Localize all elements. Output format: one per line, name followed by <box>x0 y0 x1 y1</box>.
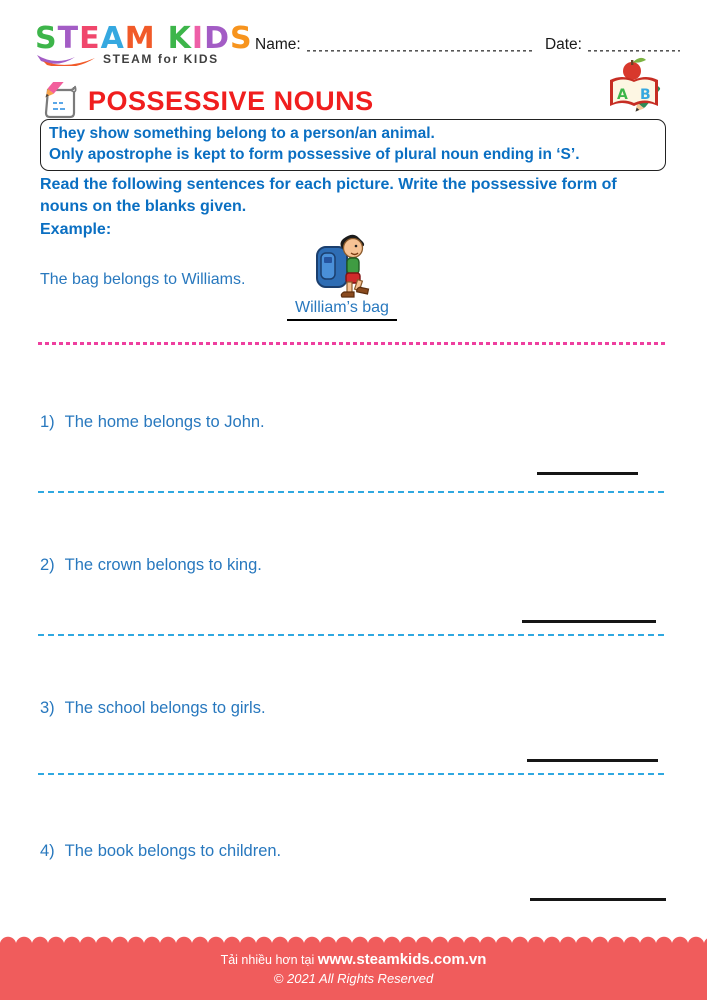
definition-line-2: Only apostrophe is kept to form possessive of plural noun ending in ‘S’. <box>49 146 580 163</box>
item-1-number: 1) <box>40 413 55 431</box>
logo-letter: E <box>79 21 101 56</box>
logo-letter: S <box>35 21 58 56</box>
pink-dashed-divider <box>38 342 666 345</box>
pencil-paper-icon <box>40 82 80 120</box>
item-4-number: 4) <box>40 842 55 860</box>
footer-website-url: www.steamkids.com.vn <box>317 951 487 968</box>
logo-letter: K <box>167 21 192 56</box>
item-4-answer-blank <box>530 898 666 901</box>
instructions-text: Read the following sentences for each picture. Write the possessive form of nouns on the blanks given. <box>40 176 617 215</box>
page-title: POSSESSIVE NOUNS <box>88 85 374 116</box>
item-2-number: 2) <box>40 556 55 574</box>
boy-with-backpack-illustration <box>313 233 373 308</box>
item-2-answer-blank <box>522 620 656 623</box>
item-1-sentence <box>40 413 265 432</box>
example-answer: William’s bag <box>287 299 397 321</box>
logo-letter: M <box>124 21 156 56</box>
footer-scallop-edge <box>0 933 707 945</box>
steamkids-logo <box>35 21 253 66</box>
example-sentence: The bag belongs to Williams. <box>40 271 246 288</box>
definition-line-1: They show something belong to a person/an animal. <box>49 125 435 142</box>
item-3-answer-blank <box>527 759 658 762</box>
example-label: Example: <box>40 221 112 238</box>
name-blank-line <box>307 42 535 52</box>
logo-letter: T <box>57 21 80 56</box>
logo-letter: I <box>191 21 205 56</box>
footer <box>0 933 707 1000</box>
name-date-row <box>255 36 680 54</box>
title-row <box>40 82 374 120</box>
blue-dashed-divider <box>38 491 666 493</box>
logo-tagline: STEAM for KIDS <box>103 52 219 66</box>
svg-text:A: A <box>617 87 628 103</box>
svg-text:B: B <box>640 87 651 103</box>
item-4-sentence <box>40 842 281 861</box>
logo-letter: S <box>229 21 253 56</box>
item-1-text: The home belongs to John. <box>64 413 265 431</box>
footer-copyright: © 2021 All Rights Reserved <box>273 971 434 986</box>
item-1-answer-blank <box>537 472 638 475</box>
logo-letter: A <box>100 21 125 56</box>
date-blank-line <box>588 42 680 52</box>
item-4-text: The book belongs to children. <box>64 842 282 860</box>
item-3-number: 3) <box>40 699 55 717</box>
blue-dashed-divider <box>38 773 666 775</box>
item-2-sentence <box>40 556 262 575</box>
blue-dashed-divider <box>38 634 666 636</box>
logo-letter: D <box>204 21 230 56</box>
definition-box <box>40 119 666 171</box>
item-2-text: The crown belongs to king. <box>64 556 262 574</box>
item-3-text: The school belongs to girls. <box>64 699 266 717</box>
logo-wordmark <box>35 21 253 56</box>
date-label: Date: <box>544 36 582 53</box>
footer-prefix: Tải nhiều hơn tại <box>220 953 315 967</box>
item-3-sentence <box>40 699 266 718</box>
abc-book-icon <box>602 56 666 125</box>
logo-swoosh-icon <box>35 52 97 66</box>
name-label: Name: <box>255 36 301 53</box>
